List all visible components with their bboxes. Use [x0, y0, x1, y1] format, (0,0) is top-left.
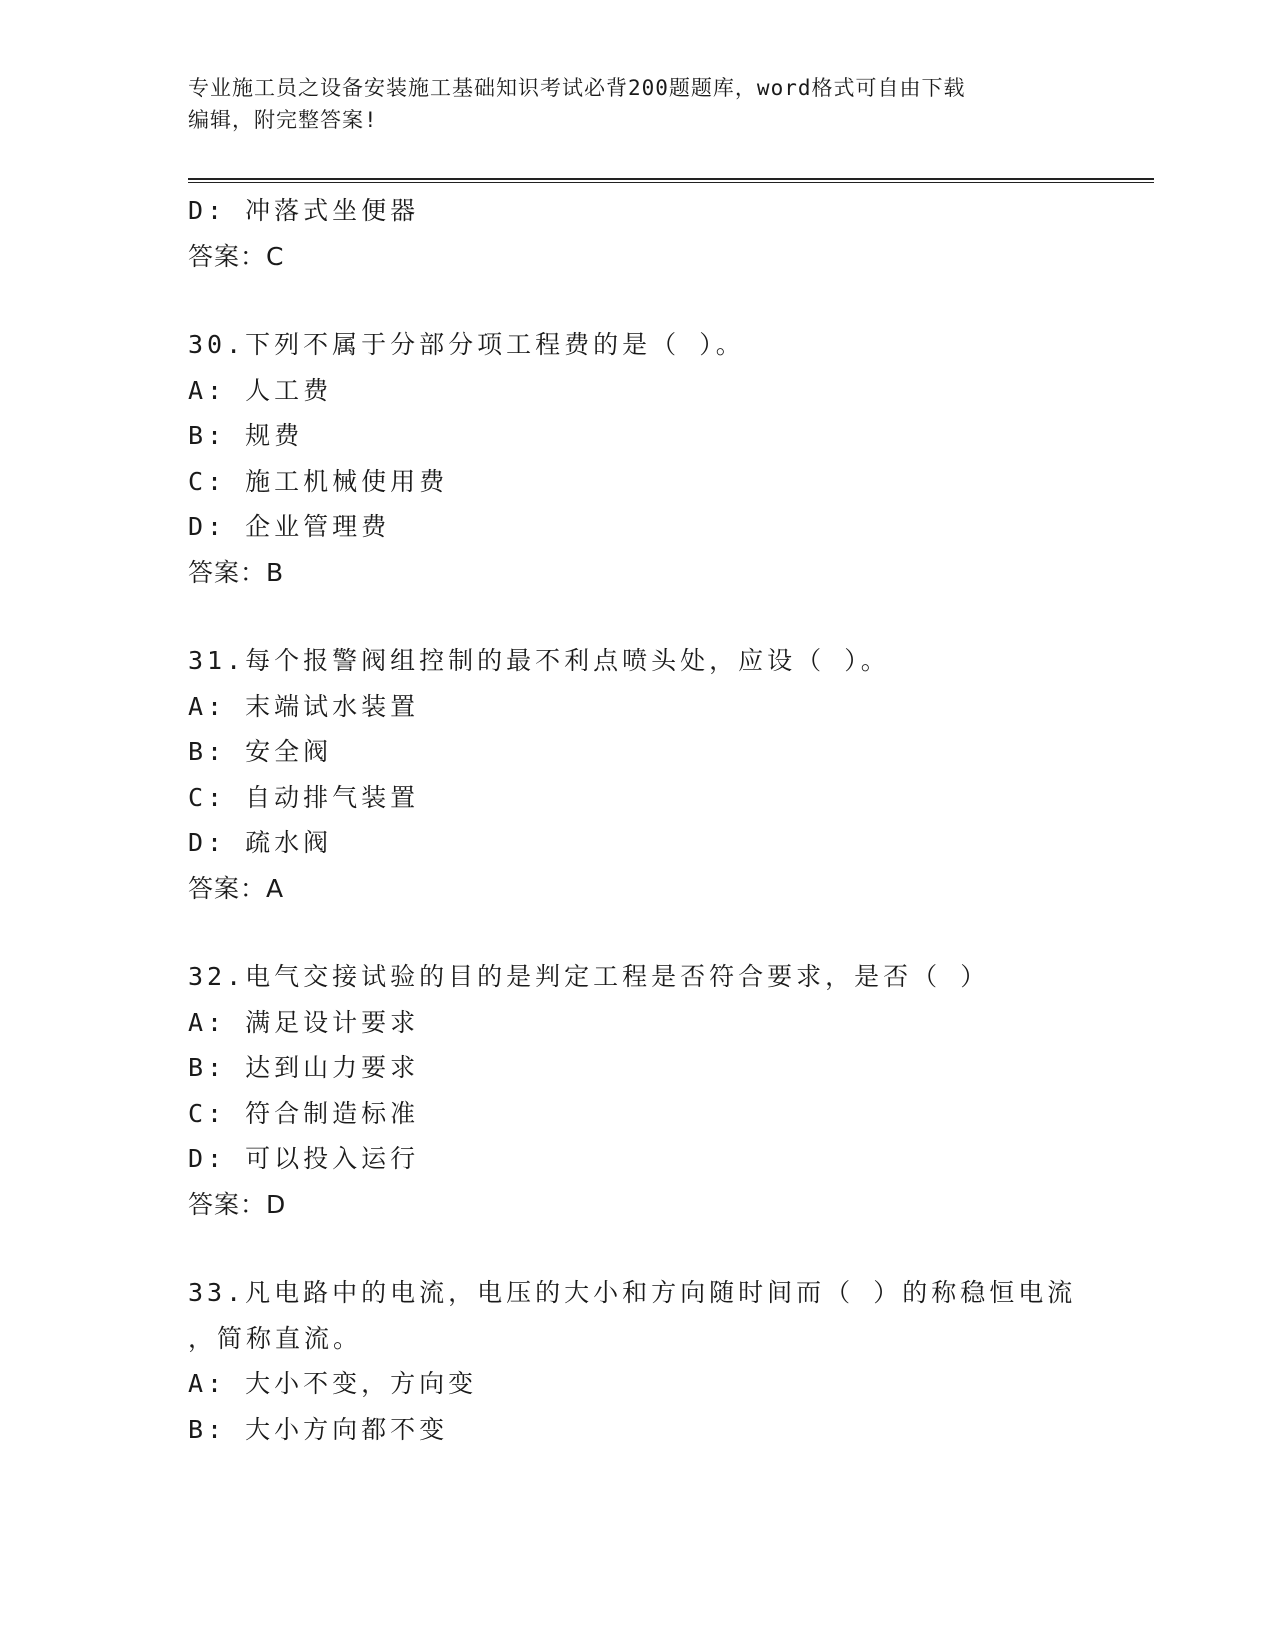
- question-stem: 32.电气交接试验的目的是判定工程是否符合要求，是否（ ）: [188, 962, 990, 991]
- question-32: [188, 954, 1088, 1227]
- question-stem-line-2: ，简称直流。: [188, 1323, 363, 1353]
- header-divider: [188, 178, 1154, 183]
- option-b: B: 安全阀: [188, 737, 333, 766]
- question-30: [188, 322, 1088, 595]
- header-title-line-2: 编辑，附完整答案!: [188, 108, 378, 132]
- spacer: [188, 595, 1088, 638]
- question-31: [188, 638, 1088, 911]
- option-a: A: 人工费: [188, 375, 333, 405]
- header-title-line-1: 专业施工员之设备安装施工基础知识考试必背200题题库，word格式可自由下载: [188, 76, 966, 100]
- option-b: B: 规费: [188, 421, 304, 450]
- question-29-tail: [188, 188, 1088, 279]
- question-list: [188, 188, 1088, 1452]
- question-33: [188, 1270, 1088, 1452]
- answer-label: 答案：D: [188, 1189, 287, 1219]
- spacer: [188, 279, 1088, 322]
- question-stem-line-1: 33.凡电路中的电流，电压的大小和方向随时间而（ ）的称稳恒电流: [188, 1278, 1077, 1307]
- question-stem: 31.每个报警阀组控制的最不利点喷头处，应设（ ）。: [188, 646, 890, 675]
- option-c: C: 符合制造标准: [188, 1098, 420, 1128]
- option-c: C: 施工机械使用费: [188, 466, 449, 496]
- spacer: [188, 911, 1088, 954]
- answer-label: 答案：C: [188, 241, 285, 271]
- document-header: [188, 72, 1068, 136]
- option-d: D: 冲落式坐便器: [188, 196, 420, 225]
- option-b: B: 大小方向都不变: [188, 1414, 449, 1444]
- spacer: [188, 1227, 1088, 1270]
- option-d: D: 企业管理费: [188, 512, 391, 541]
- option-a: A: 末端试水装置: [188, 691, 420, 721]
- option-d: D: 疏水阀: [188, 828, 333, 857]
- option-c: C: 自动排气装置: [188, 782, 420, 812]
- question-stem: 30.下列不属于分部分项工程费的是（ ）。: [188, 330, 745, 359]
- option-a: A: 满足设计要求: [188, 1007, 420, 1037]
- option-b: B: 达到山力要求: [188, 1053, 420, 1082]
- option-d: D: 可以投入运行: [188, 1144, 420, 1173]
- answer-label: 答案：B: [188, 557, 285, 587]
- answer-label: 答案：A: [188, 873, 285, 903]
- option-a: A: 大小不变，方向变: [188, 1369, 478, 1398]
